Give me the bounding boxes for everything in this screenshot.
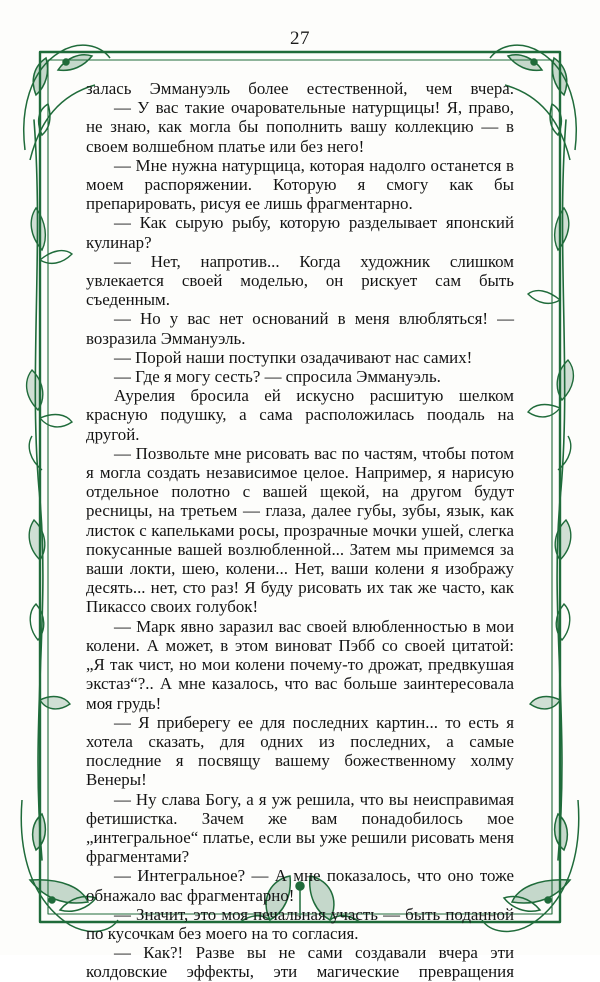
paragraph: — Но у вас нет оснований в меня влюбляться! — возразила Эммануэль. (86, 309, 514, 348)
paragraph: — Где я могу сесть? — спросила Эммануэль. (114, 367, 441, 387)
paragraph: — Позвольте мне рисовать вас по частям, чтобы потом я могла создать независимое целое. Например, я нарисую отдельное полотно с вашей щекой, на другом будут ресницы, на третьем — глаза, далее губы, зубы, язык, как листок с капельками росы, прозрачные мочки ушей, слегка покусанные вашей возлюбленной... Затем мы примемся за ваши локти, шею, колени... Нет, ваши колени я изображу десять... нет, сто раз! Я буду рисовать их так же часто, как Пикассо своих голубок! (86, 443, 514, 617)
page-number: 27 (290, 28, 310, 49)
paragraph: — Ну слава Богу, а я уж решила, что вы неисправимая фетишистка. Зачем же вам понадобилось мое „интегральное“ платье, если вы уже решили рисовать меня фрагментами? (86, 789, 514, 867)
right-leaf-cluster-middle (528, 360, 573, 470)
paragraph: — Интегральное? — А мне показалось, что оно тоже обнажало вас фрагментарно! (86, 866, 514, 905)
paragraph: — Мне нужна натурщица, которая надолго останется в моем распоряжении. Которую я смогу как бы препарировать, рисуя ее лишь фрагментарно. (86, 155, 514, 214)
paragraph: Аурелия бросила ей искусно расшитую шелком красную подушку, а сама расположилась поодаль на другой. (86, 386, 514, 444)
left-leaf-cluster-lower (29, 520, 70, 709)
paragraph: — Марк явно заразил вас своей влюбленностью в мои колени. А может, в этом виноват Пэбб со своей цитатой: „Я так чист, но мои колени почему-то дрожат, предвкушая экстаз“?.. А мне казалось, что вас больше заинтересовала моя грудь! (86, 616, 514, 713)
paragraph: залась Эммануэль более естественной, чем вчера. (86, 79, 514, 98)
right-leaf-cluster-lower (530, 520, 571, 709)
paragraph: — Я приберегу ее для последних картин... то есть я хотела сказать, для одних из последних, а самые последние я посвящу вашему божественному холму Венеры! (86, 712, 514, 790)
page-text (86, 79, 514, 982)
paragraph: — Как?! Разве вы не сами создавали вчера эти колдовские эффекты, эти магические превращения (86, 943, 514, 982)
left-leaf-cluster-middle (27, 370, 72, 470)
paragraph: — Значит, это моя печальная участь — быть поданной по кусочкам без моего на то согласия. (86, 904, 514, 943)
paragraph: — Как сырую рыбу, которую разделывает японский кулинар? (86, 213, 514, 252)
paragraph: — Порой наши поступки озадачивают нас самих! (114, 347, 473, 367)
paragraph: — Нет, напротив... Когда художник слишком увлекается своей моделью, он рискует сам быть съеденным. (86, 251, 514, 310)
paragraph: — У вас такие очаровательные натурщицы! Я, право, не знаю, как могла бы пополнить вашу коллекцию — в своем волшебном платье или без него! (86, 98, 514, 156)
